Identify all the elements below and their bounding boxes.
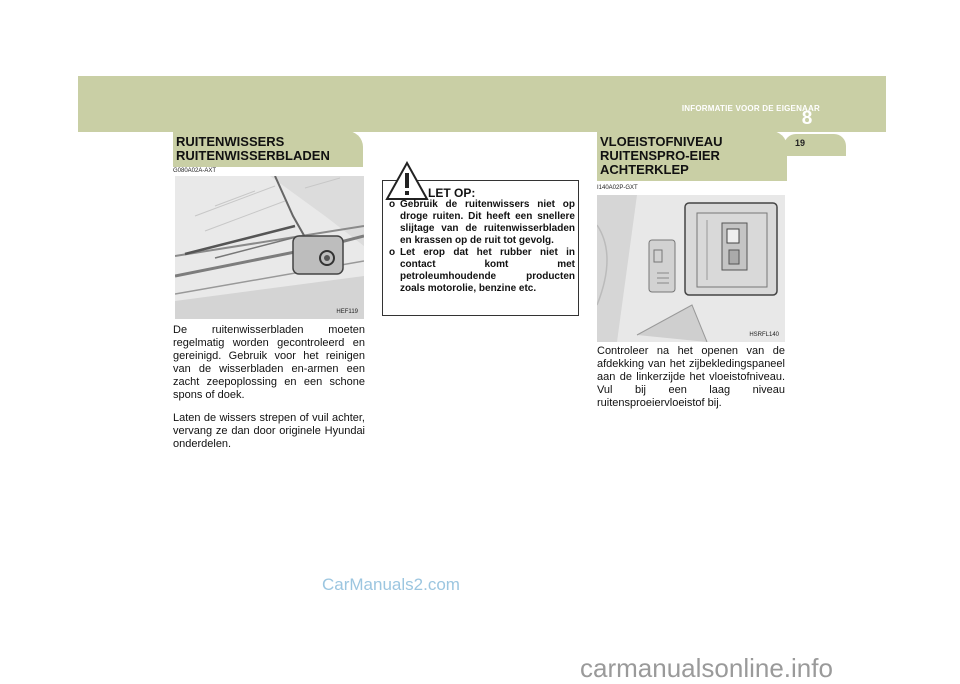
right-title-line-2: RUITENSPRO-EIER <box>600 148 720 163</box>
caution-item-text: Gebruik de ruitenwissers niet op droge ruiten. Dit heeft een snellere slijtage van de ruitenwisserbladen en krassen op de ruit tot gevolg. <box>400 199 575 246</box>
left-paragraph-2: Laten de wissers strepen of vuil achter, vervang ze dan door originele Hyundai onderdelen. <box>173 412 365 450</box>
right-section-title <box>597 131 787 181</box>
left-ref-code: G080A02A-AXT <box>173 168 217 174</box>
left-paragraph-1: De ruitenwisserbladen moeten regelmatig worden gecontroleerd en gereinigd. Gebruik voor het reinigen van de wisserbladen en-armen een zacht zeepoplossing en een schone spons of doek. <box>173 324 365 401</box>
left-title-line-2: RUITENWISSERBLADEN <box>176 148 330 163</box>
left-image-code: HEF119 <box>336 309 358 315</box>
warning-icon <box>385 161 429 201</box>
wiper-drawing <box>175 176 364 319</box>
right-image-code: HSRFL140 <box>749 332 779 338</box>
caution-title: LET OP: <box>428 186 476 200</box>
left-body-text <box>173 324 365 461</box>
right-title-line-3: ACHTERKLEP <box>600 162 689 177</box>
washer-reservoir-drawing <box>597 195 785 342</box>
caution-item-text: Let erop dat het rubber niet in contact komt met petroleumhoudende producten zoals motorolie, benzine etc. <box>400 247 575 294</box>
right-ref-code: I140A02P-GXT <box>597 185 638 191</box>
caution-bullet: o <box>389 199 396 210</box>
page-number: 19 <box>794 138 805 148</box>
caution-item-2 <box>389 247 575 295</box>
caution-bullet: o <box>389 247 396 258</box>
site-watermark: CarManuals2.com <box>322 575 460 594</box>
section-header-label: INFORMATIE VOOR DE EIGENAAR <box>681 104 820 113</box>
washer-fluid-illustration <box>597 195 785 342</box>
left-title-line-1: RUITENWISSERS <box>176 134 285 149</box>
caution-item-1 <box>389 199 575 247</box>
footer-watermark: carmanualsonline.info <box>580 653 833 683</box>
right-body-text <box>597 345 785 420</box>
chapter-number: 8 <box>801 108 813 129</box>
wiper-illustration <box>175 176 364 319</box>
caution-box <box>382 180 579 316</box>
right-paragraph: Controleer na het openen van de afdekking van het zijbekledingspaneel aan de linkerzijde het vloeistofniveau. Vul bij een laag niveau ruitensproeiervloeistof bij. <box>597 345 785 409</box>
caution-list <box>389 199 575 295</box>
right-title-line-1: VLOEISTOFNIVEAU <box>600 134 723 149</box>
left-section-title <box>173 131 363 167</box>
